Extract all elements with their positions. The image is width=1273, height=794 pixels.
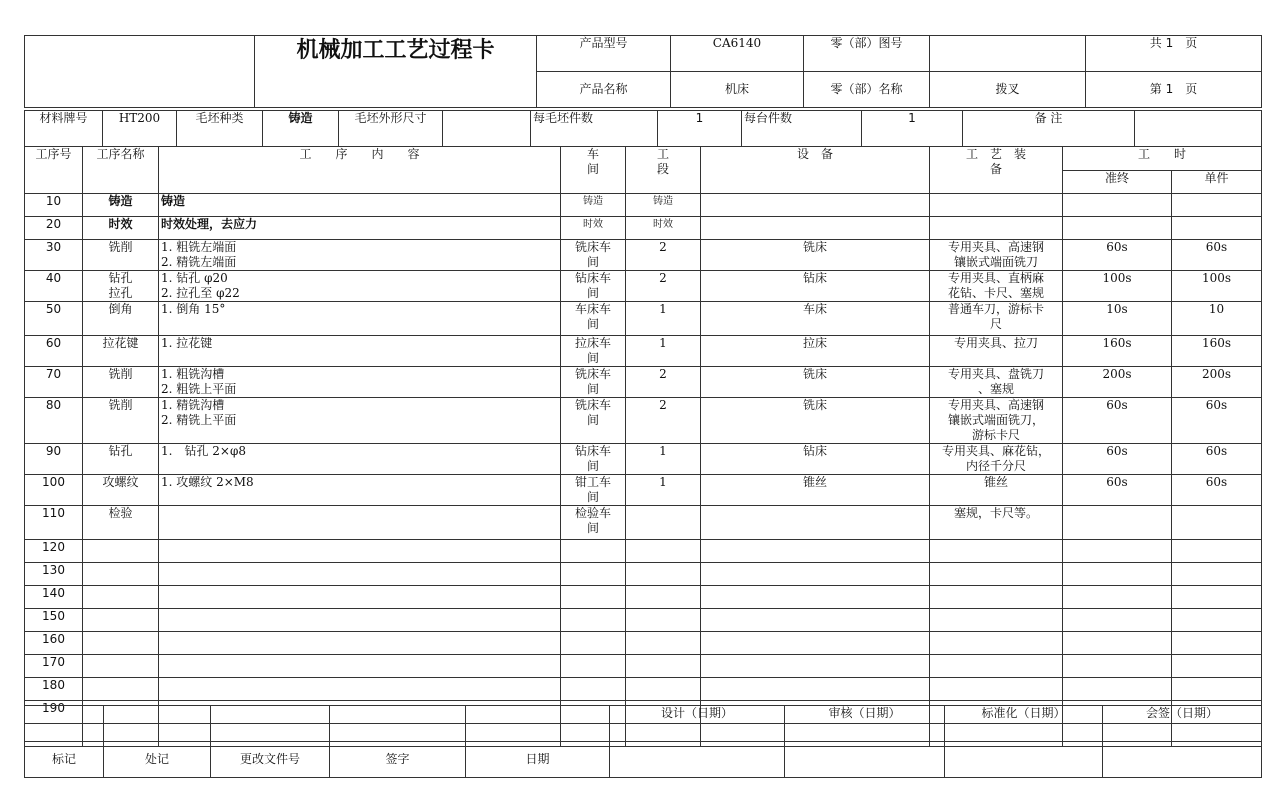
op-number: 140 — [25, 586, 83, 609]
op-name: 铣削 — [83, 367, 159, 398]
op-section: 1 — [626, 475, 701, 506]
op-equipment — [701, 678, 930, 701]
date-label: 日期 — [466, 742, 610, 778]
product-name-label: 产品名称 — [537, 72, 671, 108]
op-prep-time: 60s — [1063, 240, 1172, 271]
op-name: 攻螺纹 — [83, 475, 159, 506]
op-number: 130 — [25, 563, 83, 586]
op-number: 70 — [25, 367, 83, 398]
countersign-date-label: 会签（日期） — [1103, 706, 1262, 742]
op-content — [159, 655, 561, 678]
op-unit-time — [1172, 655, 1262, 678]
op-tooling — [930, 609, 1063, 632]
op-unit-time — [1172, 586, 1262, 609]
table-row — [25, 271, 1262, 302]
op-unit-time — [1172, 506, 1262, 540]
op-equipment — [701, 632, 930, 655]
op-unit-time — [1172, 678, 1262, 701]
op-number: 10 — [25, 194, 83, 217]
op-number: 30 — [25, 240, 83, 271]
table-row — [25, 367, 1262, 398]
table-row — [25, 586, 1262, 609]
op-workshop: 车床车 间 — [561, 302, 626, 336]
op-tooling — [930, 217, 1063, 240]
op-equipment — [701, 655, 930, 678]
op-unit-time — [1172, 194, 1262, 217]
op-number: 110 — [25, 506, 83, 540]
op-prep-time — [1063, 609, 1172, 632]
op-number: 100 — [25, 475, 83, 506]
op-equipment: 拉床 — [701, 336, 930, 367]
op-section: 铸造 — [626, 194, 701, 217]
op-content — [159, 678, 561, 701]
op-name: 铸造 — [83, 194, 159, 217]
op-equipment — [701, 506, 930, 540]
design-date-label: 设计（日期） — [610, 706, 785, 742]
op-workshop — [561, 632, 626, 655]
card-title: 机械加工工艺过程卡 — [255, 36, 537, 108]
op-section — [626, 678, 701, 701]
op-workshop: 时效 — [561, 217, 626, 240]
table-row — [25, 336, 1262, 367]
op-tooling: 专用夹具、拉刀 — [930, 336, 1063, 367]
op-number: 80 — [25, 398, 83, 444]
op-content: 时效处理，去应力 — [159, 217, 561, 240]
part-drawing-value — [930, 36, 1086, 72]
op-content: 1. 粗铣左端面 2. 精铣左端面 — [159, 240, 561, 271]
op-tooling — [930, 632, 1063, 655]
table-row — [25, 655, 1262, 678]
op-tooling — [930, 540, 1063, 563]
card-header — [24, 35, 1261, 108]
op-unit-time — [1172, 632, 1262, 655]
op-section: 2 — [626, 271, 701, 302]
op-prep-time: 160s — [1063, 336, 1172, 367]
table-row — [25, 444, 1262, 475]
col-op-name: 工序名称 — [83, 147, 159, 194]
op-name — [83, 609, 159, 632]
material-row — [24, 110, 1261, 147]
product-name-value: 机床 — [671, 72, 804, 108]
op-section: 2 — [626, 367, 701, 398]
total-pages: 共 1 页 — [1086, 36, 1262, 72]
op-number: 50 — [25, 302, 83, 336]
op-unit-time: 200s — [1172, 367, 1262, 398]
table-row — [25, 609, 1262, 632]
op-equipment — [701, 609, 930, 632]
op-tooling: 普通车刀，游标卡 尺 — [930, 302, 1063, 336]
op-equipment: 钻床 — [701, 271, 930, 302]
op-prep-time: 60s — [1063, 444, 1172, 475]
op-tooling — [930, 586, 1063, 609]
op-workshop — [561, 563, 626, 586]
review-date-label: 审核（日期） — [785, 706, 945, 742]
op-section: 2 — [626, 240, 701, 271]
op-unit-time — [1172, 217, 1262, 240]
op-content — [159, 632, 561, 655]
op-workshop: 铣床车 间 — [561, 240, 626, 271]
op-workshop: 钻床车 间 — [561, 444, 626, 475]
op-number: 160 — [25, 632, 83, 655]
op-unit-time — [1172, 609, 1262, 632]
process-table — [24, 146, 1261, 747]
op-name: 钻孔 拉孔 — [83, 271, 159, 302]
op-number: 180 — [25, 678, 83, 701]
op-section — [626, 632, 701, 655]
remarks-label: 备 注 — [963, 111, 1135, 147]
op-section: 1 — [626, 302, 701, 336]
op-name — [83, 563, 159, 586]
op-unit-time: 10 — [1172, 302, 1262, 336]
op-unit-time: 60s — [1172, 398, 1262, 444]
op-workshop — [561, 540, 626, 563]
table-row — [25, 678, 1262, 701]
op-section — [626, 655, 701, 678]
part-name-label: 零（部）名称 — [804, 72, 930, 108]
op-content: 1. 钻孔 2×φ8 — [159, 444, 561, 475]
op-unit-time: 60s — [1172, 444, 1262, 475]
table-row — [25, 506, 1262, 540]
op-section: 时效 — [626, 217, 701, 240]
op-equipment: 铣床 — [701, 240, 930, 271]
op-content: 1. 钻孔 φ20 2. 拉孔至 φ22 — [159, 271, 561, 302]
op-tooling: 专用夹具、高速钢 镶嵌式端面铣刀 — [930, 240, 1063, 271]
op-workshop: 钻床车 间 — [561, 271, 626, 302]
op-unit-time: 100s — [1172, 271, 1262, 302]
col-workshop: 车 间 — [561, 147, 626, 194]
op-content — [159, 506, 561, 540]
op-unit-time: 160s — [1172, 336, 1262, 367]
standardize-date-label: 标准化（日期） — [945, 706, 1103, 742]
per-machine-label: 每台件数 — [742, 111, 862, 147]
op-prep-time — [1063, 563, 1172, 586]
op-workshop: 拉床车 间 — [561, 336, 626, 367]
operations-body — [25, 194, 1262, 747]
table-row — [25, 540, 1262, 563]
op-equipment — [701, 217, 930, 240]
op-name: 时效 — [83, 217, 159, 240]
op-name: 铣削 — [83, 240, 159, 271]
product-model-value: CA6140 — [671, 36, 804, 72]
blank-type-value: 铸造 — [263, 111, 339, 147]
material-grade-value: HT200 — [103, 111, 177, 147]
op-workshop — [561, 609, 626, 632]
op-prep-time: 60s — [1063, 398, 1172, 444]
table-row — [25, 302, 1262, 336]
col-content: 工 序 内 容 — [159, 147, 561, 194]
op-equipment: 钻床 — [701, 444, 930, 475]
op-name: 检验 — [83, 506, 159, 540]
op-tooling: 锥丝 — [930, 475, 1063, 506]
mark-label: 标记 — [25, 742, 104, 778]
op-prep-time — [1063, 586, 1172, 609]
op-prep-time — [1063, 506, 1172, 540]
op-name — [83, 655, 159, 678]
op-number: 90 — [25, 444, 83, 475]
op-content: 1. 攻螺纹 2×M8 — [159, 475, 561, 506]
op-prep-time — [1063, 540, 1172, 563]
logo-cell — [25, 36, 255, 108]
op-unit-time: 60s — [1172, 240, 1262, 271]
col-prep-time: 准终 — [1063, 171, 1172, 194]
change-doc-label: 更改文件号 — [211, 742, 330, 778]
signoff-footer — [24, 705, 1261, 778]
blank-size-label: 毛坯外形尺寸 — [339, 111, 443, 147]
op-number: 190 — [25, 701, 83, 724]
op-equipment: 铣床 — [701, 367, 930, 398]
op-equipment: 铣床 — [701, 398, 930, 444]
op-workshop: 铸造 — [561, 194, 626, 217]
op-tooling — [930, 655, 1063, 678]
location-label: 处记 — [104, 742, 211, 778]
op-number: 170 — [25, 655, 83, 678]
op-tooling: 专用夹具、盘铣刀 、塞规 — [930, 367, 1063, 398]
op-prep-time: 100s — [1063, 271, 1172, 302]
table-row — [25, 194, 1262, 217]
op-equipment — [701, 540, 930, 563]
op-equipment — [701, 194, 930, 217]
table-row — [25, 240, 1262, 271]
op-unit-time — [1172, 540, 1262, 563]
part-name-value: 拨叉 — [930, 72, 1086, 108]
op-prep-time: 200s — [1063, 367, 1172, 398]
op-section — [626, 563, 701, 586]
op-content: 1. 拉花键 — [159, 336, 561, 367]
table-row — [25, 398, 1262, 444]
op-content — [159, 609, 561, 632]
col-equipment: 设 备 — [701, 147, 930, 194]
op-section: 1 — [626, 336, 701, 367]
material-grade-label: 材料牌号 — [25, 111, 103, 147]
op-content — [159, 586, 561, 609]
per-blank-label: 每毛坯件数 — [531, 111, 658, 147]
op-equipment: 车床 — [701, 302, 930, 336]
op-prep-time — [1063, 678, 1172, 701]
op-name — [83, 632, 159, 655]
table-row — [25, 563, 1262, 586]
table-row — [25, 475, 1262, 506]
op-content: 铸造 — [159, 194, 561, 217]
op-tooling: 塞规，卡尺等。 — [930, 506, 1063, 540]
op-tooling: 专用夹具、高速钢 镶嵌式端面铣刀， 游标卡尺 — [930, 398, 1063, 444]
col-op-no: 工序号 — [25, 147, 83, 194]
product-model-label: 产品型号 — [537, 36, 671, 72]
op-number: 60 — [25, 336, 83, 367]
blank-type-label: 毛坯种类 — [177, 111, 263, 147]
op-equipment: 锥丝 — [701, 475, 930, 506]
op-workshop — [561, 586, 626, 609]
col-section: 工 段 — [626, 147, 701, 194]
op-tooling: 专用夹具、麻花钻， 内径千分尺 — [930, 444, 1063, 475]
op-unit-time — [1172, 563, 1262, 586]
op-equipment — [701, 586, 930, 609]
op-unit-time: 60s — [1172, 475, 1262, 506]
op-number: 40 — [25, 271, 83, 302]
op-name: 铣削 — [83, 398, 159, 444]
op-prep-time: 60s — [1063, 475, 1172, 506]
op-name: 拉花键 — [83, 336, 159, 367]
part-drawing-label: 零（部）图号 — [804, 36, 930, 72]
op-prep-time — [1063, 194, 1172, 217]
op-section — [626, 540, 701, 563]
col-time: 工 时 — [1063, 147, 1262, 171]
op-tooling: 专用夹具、直柄麻 花钻、卡尺、塞规 — [930, 271, 1063, 302]
col-unit-time: 单件 — [1172, 171, 1262, 194]
op-prep-time — [1063, 655, 1172, 678]
col-tooling: 工 艺 装 备 — [930, 147, 1063, 194]
op-content — [159, 563, 561, 586]
page-number: 第 1 页 — [1086, 72, 1262, 108]
per-blank-value: 1 — [658, 111, 742, 147]
op-section: 2 — [626, 398, 701, 444]
op-content: 1. 粗铣沟槽 2. 粗铣上平面 — [159, 367, 561, 398]
op-prep-time — [1063, 632, 1172, 655]
op-section — [626, 506, 701, 540]
table-row — [25, 632, 1262, 655]
op-workshop — [561, 655, 626, 678]
op-name — [83, 678, 159, 701]
remarks-value — [1135, 111, 1262, 147]
op-tooling — [930, 563, 1063, 586]
per-machine-value: 1 — [862, 111, 963, 147]
op-number: 20 — [25, 217, 83, 240]
op-workshop: 铣床车 间 — [561, 367, 626, 398]
op-content: 1. 倒角 15° — [159, 302, 561, 336]
op-workshop: 铣床车 间 — [561, 398, 626, 444]
blank-size-value — [443, 111, 531, 147]
op-workshop — [561, 678, 626, 701]
op-content — [159, 540, 561, 563]
op-section: 1 — [626, 444, 701, 475]
op-name — [83, 540, 159, 563]
op-section — [626, 586, 701, 609]
op-content: 1. 精铣沟槽 2. 精铣上平面 — [159, 398, 561, 444]
signature-label: 签字 — [330, 742, 466, 778]
op-number: 150 — [25, 609, 83, 632]
table-row — [25, 217, 1262, 240]
op-workshop: 检验车 间 — [561, 506, 626, 540]
op-prep-time: 10s — [1063, 302, 1172, 336]
op-tooling — [930, 194, 1063, 217]
op-name: 钻孔 — [83, 444, 159, 475]
op-tooling — [930, 678, 1063, 701]
op-prep-time — [1063, 217, 1172, 240]
op-name — [83, 586, 159, 609]
op-equipment — [701, 563, 930, 586]
op-name: 倒角 — [83, 302, 159, 336]
op-workshop: 钳工车 间 — [561, 475, 626, 506]
op-section — [626, 609, 701, 632]
op-number: 120 — [25, 540, 83, 563]
